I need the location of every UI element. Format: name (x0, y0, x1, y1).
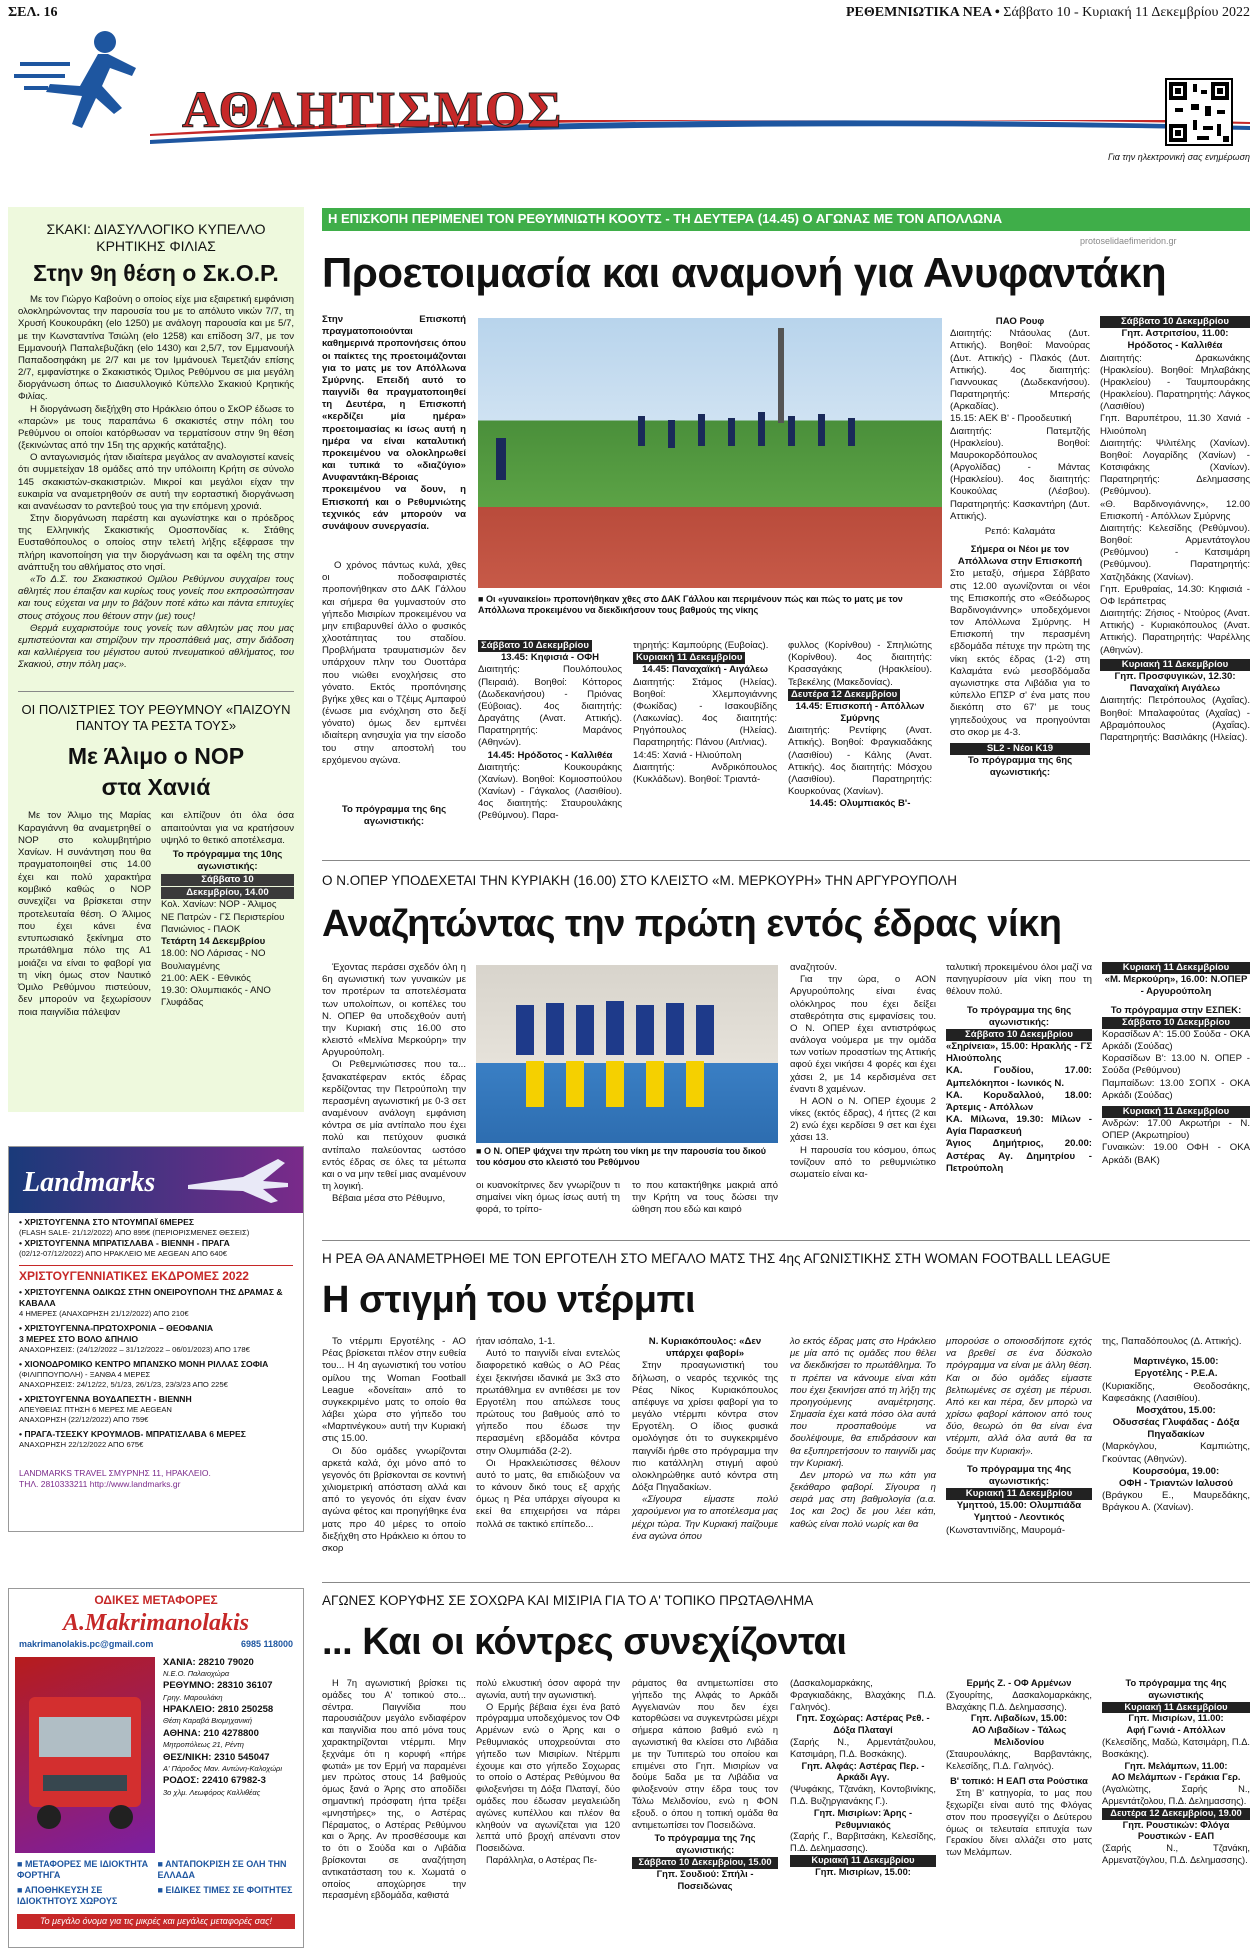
art1-col5 (950, 316, 1090, 779)
match-line: Γηπ. Μισιρίων: Άρης - Ρεθυμνιακός (813, 1807, 913, 1830)
subheading: Β' τοπικό: Η ΕΑΠ στα Ρούστικα (950, 1776, 1088, 1787)
art3-col5 (946, 1336, 1092, 1537)
ad2-service: ■ ΑΠΟΘΗΚΕΥΣΗ ΣΕ ΙΔΙΟΚΤΗΤΟΥΣ ΧΩΡΟΥΣ (17, 1884, 118, 1907)
date-bar: Σάββατο 10 Δεκεμβρίου (478, 640, 592, 652)
wp-title-1: Με Άλιμο ο ΝΟΡ (67, 742, 245, 769)
match-line: Κορασίδων Α': 15.00 Σούδα - ΟΚΑ Αρκάδι (Σούδας) (1102, 1028, 1250, 1053)
chess-article (8, 207, 304, 677)
ad-item: ΑΝΑΧΩΡΗΣΗ (22/12/2022) ΑΠΟ 759€ (19, 1414, 149, 1424)
subheading: Ν. Κυριακόπουλος: «Δεν υπάρχει φαβορί» (648, 1336, 762, 1360)
wp-col-2-text: και ελπίζουν ότι όλα όσα απαιτούνται για να κρατήσουν υψηλό το θετικό αποτέλεσμα. (161, 810, 294, 846)
match-line: Οδυσσέας Γλυφάδας - Δόξα Πηγαδακίων (1112, 1417, 1240, 1441)
chess-p4: Στην διοργάνωση παρέστη και αγωνίστηκε και ο πρόεδρος της Ελληνικής Σκακιστικής Ομοσπονδίας κ. Στάθης Ευσταθόπουλος ο οποίος στην τελετή λήξης εξέφρασε την πλήρη ικανοποίηση για την διοργάνωση και τα οφέλη της στην ανάπτυξη του αθλήματος στο νησί. (18, 513, 294, 573)
art4-col1: Η 7η αγωνιστική βρίσκει τις ομάδες του Α' τοπικού στο... σέντρα. Παιγνίδια που παρουσιάζουν μεγάλο ενδιαφέρον και παιγνίδια που από μόνα τους χαρακτηρίζονται ντέρμπι. Μην ξεχνάμε ότι η κορυφή «πήρε φωτιά» με τον Ερμή να παραμένει μεν πρώτος στους 14 βαθμούς όμως ξανά ο Άρης στο αποδίδει σημαντική πρόσφατη ήττα τρέξει «μνηστήρες» της, ο Αστέρας Πέραματος, ο Αστέρας Ρεθύμνου και ο Άρης. Αν προσθέσουμε και το ότι ο Σούδα και ο Λιβάδια βρίσκονται σε αναζήτηση αντικατάσταση του κ. Χωματά ο οποίος αποχώρησε την περασμένη εβδομάδα, καθιστά (322, 1678, 466, 1901)
art2-col3 (790, 962, 936, 1181)
ad-section-title: ΧΡΙΣΤΟΥΓΕΝΝΙΑΤΙΚΕΣ ΕΚΔΡΟΜΕΣ 2022 (19, 1265, 293, 1285)
plane-icon (183, 1155, 293, 1205)
ad2-cities (155, 1657, 303, 1853)
match-line: Γυναικών: 19.00 ΟΦΗ - ΟΚΑ Αρκάδι (ΒΑΚ) (1102, 1142, 1250, 1166)
wp-date-3: Τετάρτη 14 Δεκεμβρίου (161, 936, 266, 948)
league-bar: SL2 - Νέοι Κ19 (950, 743, 1090, 755)
officials-line: Διαιτητής: Ψιλιτέλης (Χανίων). Βοηθοί: Λογαρίδης (Χανίων) - Κοτσιφάκης (Χανίων). Παρατηρητής: Δελημασσης (Ρεθύμνου). (1100, 437, 1250, 498)
left-sidebar (8, 207, 304, 1112)
venue-line: Γηπ. Προσφυγικών, 12.30: (1114, 670, 1236, 682)
art3-p: ήταν ισόπαλο, 1-1. (476, 1336, 556, 1347)
match-line: Ανδρών: 17.00 Ακρωτήρι - Ν. ΟΠΕΡ (Ακρωτηρίου) (1102, 1118, 1250, 1142)
officials-line: (Δασκαλομαρκάκης, Φραγκιαδάκης, Βλαχάκης Π.Δ. Γαληνός). (790, 1678, 936, 1712)
venue-line: Γηπ. Μελάμπων, 11.00: (1124, 1760, 1228, 1771)
ad-line: (02/12-07/12/2022) ΑΠΟ ΗΡΑΚΛΕΙΟ ΜΕ AEGEAN ΑΠΟ 640€ (19, 1249, 227, 1259)
art3-quote: «Σίγουρα είμαστε πολύ χαρούμενοι για το αποτέλεσμα μας μέχρι τώρα. Την Κυριακή παίζουμε ένα αγώνα όπου (632, 1494, 778, 1542)
art2-p: Η παρουσία του κόσμου, όπως τονίζουν από το ρεθυμνιώτικο σωματείο είναι κα- (790, 1144, 936, 1180)
program-label: Το πρόγραμμα της 6ης αγωνιστικής: (967, 755, 1073, 779)
art3-kicker: Η ΡΕΑ ΘΑ ΑΝΑΜΕΤΡΗΘΕΙ ΜΕ ΤΟΝ ΕΡΓΟΤΕΛΗ ΣΤΟ ΜΕΓΑΛΟ ΜΑΤΣ ΤΗΣ 4ης ΑΓΩΝΙΣΤΙΚΗΣ ΣΤΗ WOMAN FOOTBALL LEAGUE (322, 1251, 1111, 1266)
match-line: ΚΑ. Μίλωνα, 19.30: Μίλων - Αγία Παρασκευή (946, 1114, 1092, 1138)
wp-date-1: Σάββατο 10 (161, 874, 294, 886)
date-bar: Κυριακή 11 Δεκεμβρίου (1102, 962, 1250, 974)
art3-p: Το ντέρμπι Εργοτέλης - ΑΟ Ρέας βρίσκεται πλέον στην ευθεία του... Η 4η αγωνιστική του νοτίου ομίλου της Woman Football League «δονείται» από το συγκεκριμένο ματς το οποίο θα λάβει χώρα στο γήπεδο του «Μαρτινέγκου» αυτή την Κυριακή στις 15.00. (322, 1336, 466, 1445)
match-line: 15.15: ΑΕΚ Β' - Προοδευτική (950, 413, 1072, 425)
ad2-email[interactable]: makrimanolakis.pc@gmail.com (19, 1639, 154, 1650)
date-bar: Κυριακή 11 Δεκεμβρίου (1102, 1106, 1250, 1118)
art2-col2b: το που κατακτήθηκε μακριά από την Κρήτη να τους δώσει την ώθηση που εδώ και καιρό (632, 1180, 778, 1216)
match-line: ΚΑ. Κορυδαλλού, 18.00: Άρτεμις - Απόλλων (946, 1089, 1092, 1113)
ad2-address: Ν.Ε.Ο. Παλαιοχώρα (163, 1668, 230, 1678)
art1-caption (478, 594, 942, 616)
officials-line: (Κυριακίδης, Θεοδοσάκης, Καφεσάκης (Λασιθίου). (1102, 1380, 1250, 1404)
art4-p: Ο Ερμής βέβαια έχει ένα βατό πρόγραμμα υποδεχόμενος τον ΟΦ Αρμένων ενώ ο Άρης και ο Ρεθυμνιακός υποχρεούνται στο γήπεδο των Μισιρίων. Ντέρμπι έχουμε και στο γήπεδο Σοχωρας το οποίο ο Αστέρας Ρεθύμνου θα φιλοξενήσει τη Δόξα Πλαταγί, δύο ομάδες που έδωσαν μεγαλειώδη αγώνες κυπέλλου και πλέον θα κληθούν να αγωνίζεται για 120 λεπτά υπό βροχή απέναντι στον Ποσειδώνα. (476, 1701, 620, 1854)
officials-line: Διαιτητής: Κελεσίδης (Ρεθύμνου). Βοηθοί: Αρμεντάτογλου (Ρεθύμνου) - Κατσιμάρη (Ρεθύμνου). Παρατηρητής: Χατζηδάκης (Χανίων). (1100, 522, 1250, 583)
officials-line: Διαιτητής: Στάμος (Ηλείας). Βοηθοί: Χλεμπογιάννης (Φωκίδας) - Ισακουβίδης (Λακωνίας). 4ος διαιτητής: Ρηγόπουλος (Ηλείας). Παρατηρητής: Πάνου (Αιτ/νιας). (633, 676, 777, 749)
ad-item: ΑΝΑΧΩΡΗΣΗ 22/12/2022 ΑΠΟ 675€ (19, 1440, 144, 1450)
match-line: Γηπ. Ερυθραίας, 14.30: Κηφισιά - ΟΦ Ιεράπετρας (1100, 583, 1250, 607)
match-line: Παμπαίδων: 13.00 ΣΟΠΧ - ΟΚΑ Αρκάδι (Σούδας) (1102, 1077, 1250, 1101)
subarticle-text: Στο μεταξύ, σήμερα Σάββατο στις 12.00 αγωνίζονται οι νέοι της Επισκοπής στο «Θεόδωρος Βαρδινογιάννης» υποδεχόμενοι τον Απόλλωνα Σμύρνης. Η Επισκοπή την περασμένη εβδομάδα πέτυχε την πρώτη της νίκη εκτός έδρας (1-2) στη Καλαμάτα ενώ μεσοβδόμαδα αγωνιστηκε στα Λιβάδια για το κύπελλο ΕΠΣΡ σ' ένα ματς που διεκόπη στο 67' με τους γηπεδούχους να προηγούνται στο σκορ με 4-3. (950, 568, 1090, 738)
ad2-address: Μητροπόλεως 21, Ρέντη (163, 1740, 244, 1749)
wp-match: Κολ. Χανίων: ΝΟΡ - Άλιμος (161, 899, 277, 911)
section-title: ΑΘΛΗΤΙΣΜΟΣ (182, 82, 564, 139)
officials-line: Διαιτητής: Ζήσιος - Ντούρος (Ανατ. Αττικής) - Κυριακόπουλος (Ανατ. Αττικής). Παρατηρητής: Ψαρέλλης (Αθηνών). (1100, 608, 1250, 656)
art2-p: ταλυτική προκειμένου όλοι μαζί να πανηγυρίσουν μία νίκη που τη θέλουν πολύ. (946, 962, 1092, 998)
chess-p3: Ο ανταγωνισμός ήταν ιδιαίτερα μεγάλος αν αναλογιστεί κανείς ότι συμμετείχαν 18 ομάδες από την υπόλοιπη Κρήτη σε σύνολο 145 σκακιστών-σκακιστριών. Μικροί και μεγάλοι είχαν την ευκαιρία να αναμετρηθούν σε αυτή την εορταστική διοργάνωση και ανανέωσαν το ραντεβού τους για την επόμενη χρονιά. (18, 452, 294, 512)
match-line: Άγιος Δημήτριος, 20.00: Αστέρας Αγ. Δημητρίου - Πετρούπολη (946, 1138, 1092, 1174)
qr-code[interactable] (1165, 78, 1233, 146)
officials-line: Διαιτητής: Πετρόπουλος (Αχαΐας). Βοηθοί: Μπαλαφούτας (Αχαΐας) - Αβραμόπουλος (Αχαΐας). Παρατηρητής: Βασιλάκης (Ηλείας). (1100, 695, 1250, 743)
caption-bullet: ■ (478, 594, 486, 604)
officials-line: της, Παπαδόπουλος (Δ. Αττικής). (1102, 1336, 1242, 1347)
chess-kicker: ΣΚΑΚΙ: ΔΙΑΣΥΛΛΟΓΙΚΟ ΚΥΠΕΛΛΟ ΚΡΗΤΙΚΗΣ ΦΙΛΙΑΣ (46, 221, 266, 254)
art2-p3: Βέβαια μέσα στο Ρέθυμνο, (332, 1193, 446, 1205)
match-line: ΑΟ Λιβαδίων - Τάλως Μελιδονίου (971, 1725, 1067, 1747)
art1-prog: Το πρόγραμμα της 6ης αγωνιστικής: (341, 804, 447, 828)
art1-kicker-bar: Η ΕΠΙΣΚΟΠΗ ΠΕΡΙΜΕΝΕΙ ΤΟΝ ΡΕΘΥΜΝΙΩΤΗ ΚΟΟΥΤΣ - ΤΗ ΔΕΥΤΕΡΑ (14.45) Ο ΑΓΩΝΑΣ ΜΕ ΤΟΝ ΑΠΟΛΛΩΝΑ (322, 208, 1250, 231)
officials-line: (Σταυρουλάκης, Βαρβαντάκης, Κελεσίδης, Π.Δ. Γαληνός). (946, 1748, 1092, 1771)
page-header (8, 4, 1250, 24)
match-line: 14.45: Ολυμπιακός Β'- (809, 798, 911, 810)
divider (322, 860, 1250, 861)
art1-col6 (1100, 316, 1250, 744)
match-line: «Θ. Βαρδινογιάννης», 12.00 Επισκοπή - Απόλλων Σμύρνης (1100, 498, 1250, 522)
program-label: Το πρόγραμμα της 4ης αγωνιστικής: (966, 1463, 1072, 1487)
paper-name: ΡΕΘΕΜΝΙΩΤΙΚΑ ΝΕΑ (845, 5, 992, 20)
program-label: Το πρόγραμμα της 7ης αγωνιστικής: (654, 1833, 756, 1856)
date-bar: Κυριακή 11 Δεκεμβρίου (946, 1488, 1092, 1500)
officials-line: (Ψυφάκης, Τζανάκη, Κοντοβινίκης, Π.Δ. Βυζηργιανάκης Γ.). (790, 1784, 936, 1806)
ad-item: ΑΠΕΥΘΕΙΑΣ ΠΤΗΣΗ 6 ΜΕΡΕΣ ΜΕ AEGEAN (19, 1405, 172, 1415)
wp-columns (18, 810, 294, 1019)
ad2-address: Α' Πάροδος Μαν. Αντώνη-Καλοχώρι (163, 1763, 282, 1773)
art4-p: ράματος θα αντιμετωπίσει στο γήπεδο της Αλφάς το Αρκάδι Αγγελιανών που δεν έχει κατορθώσει να συγκεντρώσει μέχρι σήμερα κάποιο βαθμό ενώ η αγωνιστική θα κλείσει στο Λιβάδια με την Τυπιτερώ του οποίου και επιμένει στο Γηπ. Μισιρίων να δούμε 5αδα με τα Λιβάδια να φιλοξενούν στην έδρα τους τον Τάλω Μελιδονίου, ενώ η ΦΟΝ εξουδ. ο όπου η τοπική ομάδα θα αντιμετωπίσει τον Ποσειδώνα. (632, 1678, 778, 1830)
match-line: Κορασίδων Β': 13.00 Ν. ΟΠΕΡ - Σούδα (Ρεθύμνου) (1102, 1053, 1250, 1077)
wp-match: ΝΕ Πατρών - ΓΣ Περιστερίου (161, 911, 285, 923)
ad-item: ΑΝΑΧΩΡΗΣΕΙΣ: 24/12/22, 5/1/23, 26/1/23, 23/3/23 ΑΠΟ 225€ (19, 1380, 228, 1390)
match-line: 13.45: Κηφισιά - ΟΦΗ (500, 652, 600, 664)
date-bar: Κυριακή 11 Δεκεμβρίου (633, 652, 745, 664)
wp-title-2: στα Χανιά (101, 773, 211, 800)
truck-image (15, 1657, 155, 1853)
team-silhouettes (476, 965, 778, 1143)
match-line: 14.45: Παναχαϊκή - Αιγάλεω (642, 664, 768, 676)
match-line: ΑΟ Μελάμπων - Γεράκια Γερ. (1111, 1772, 1241, 1783)
match-line: Παναχαϊκή Αιγάλεω (1129, 683, 1221, 695)
venue-line: Γηπ. Αστριτσίου, 11.00: (1121, 328, 1229, 340)
art4-p: πολύ ελκυστική όσον αφορά την αγωνία, αυτή την αγωνιστική. (476, 1678, 620, 1700)
ad2-city: ΗΡΑΚΛΕΙΟ: 2810 250258 (163, 1704, 274, 1716)
ad2-top: ΟΔΙΚΕΣ ΜΕΤΑΦΟΡΕΣ (94, 1593, 218, 1607)
art3-col2 (476, 1336, 620, 1531)
ad-item: 4 ΗΜΕΡΕΣ (ΑΝΑΧΩΡΗΣΗ 21/12/2022) ΑΠΟ 210€ (19, 1309, 189, 1318)
art3-col6 (1102, 1336, 1250, 1514)
officials-line: (Σαρής Γ., Βαρβιτσάκη, Κελεσίδης, Π.Δ. Δελημασσης). (790, 1831, 936, 1854)
ad-item: (ΦΙΛΙΠΠΟΥΠΟΛΗ) - ΞΑΝΘΑ 4 ΜΕΡΕΣ (19, 1370, 151, 1380)
ad2-service-label: ΑΝΤΑΠΟΚΡΙΣΗ ΣΕ ΟΛΗ ΤΗΝ ΕΛΛΑΔΑ (157, 1858, 287, 1881)
art3-quote: Δεν μπορώ να πω κάτι για ξεκάθαρο φαβορί. Σίγουρα η σειρά μας στη βαθμολογία (α.α. 1ος και 2ος) δε μου λέει κάτι, καθώς είναι πολύ νωρίς και θα (790, 1469, 936, 1530)
match-line: Γηπ. Βαρυπέτρου, 11.30 Χανιά - Ηλιούπολη (1100, 413, 1250, 437)
art1-p2: Ο χρόνος πάντως κυλά, χθες οι ποδοσφαιριστές προπονήθηκαν στο ΔΑΚ Γάλλου και σήμερα θα γυμναστούν στο γήπεδο Μισιρίων προκειμένου να μην επιβαρυνθεί άλλο ο φυσικός χλοοτάπητας του σταδίου. Προβλήματα τραυματισμών δεν υπάρχουν πλην του Ουοττάρα που νιώθει ενοχλήσεις στο γόνατο. Εκτός προπόνησης βγήκε χθες και ο Τζέιμς Αμπαφού (ένωσε μια ενόχληση στο δεξί γόνατο) όμως δεν εμπνέει ιδιαίτερη ανησυχία για την είσοδο του στην αποστολή του ερχόμενου αγώνα. (322, 560, 466, 766)
date-bar: Δευτέρα 12 Δεκεμβρίου (788, 689, 900, 701)
match-line: 14:45: Χανιά - Ηλιούπολη (633, 749, 742, 761)
training-photo (478, 318, 942, 588)
ad2-city: ΘΕΣ/ΝΙΚΗ: 2310 545047 (163, 1751, 270, 1763)
date-bar: Δευτέρα 12 Δεκεμβρίου, 19.00 (1102, 1808, 1250, 1820)
wp-date-2: Δεκεμβρίου, 14.00 (161, 887, 294, 899)
venue-line: Γηπ. Λιβαδίων, 15.00: (970, 1713, 1068, 1724)
art2-kicker: Ο Ν.ΟΠΕΡ ΥΠΟΔΕΧΕΤΑΙ ΤΗΝ ΚΥΡΙΑΚΗ (16.00) ΣΤΟ ΚΛΕΙΣΤΟ «Μ. ΜΕΡΚΟΥΡΗ» ΤΗΝ ΑΡΓΥΡΟΥΠΟΛΗ (322, 873, 958, 888)
truck-icon (15, 1657, 155, 1853)
makrimanolakis-ad[interactable] (8, 1588, 304, 1948)
art2-p1: Έχοντας περάσει σχεδόν όλη η 6η αγωνιστική των γυναικών με τον προτέρων τα αποτελέσματα των υπολοίπων, οι κοπέλες του Ν. ΟΠΕΡ θα υποδεχθούν αυτή την Κυριακή στις 16.00 στο κλειστό «Μελίνα Μερκούρη» την Αργυρούπολη. (322, 962, 466, 1059)
ad2-service: ■ ΑΝΤΑΠΟΚΡΙΣΗ ΣΕ ΟΛΗ ΤΗΝ ΕΛΛΑΔΑ (157, 1858, 287, 1881)
match-line: 14.45: Επισκοπή - Απόλλων Σμύρνης (795, 700, 925, 725)
art2-col4 (946, 962, 1092, 1175)
art3-p: Οι Ηρακλειώτισσες θέλουν αυτό το ματς, θα επιδιώξουν να το κάνουν δικό τους εξ αρχής όμως η Ρέα υπάρχει σίγουρα κι εκεί θα επιχειρήσει να πάρει πολλά σε τακτικό επίπεδο... (476, 1457, 620, 1530)
match-line: Ηρόδοτος - Καλλιθέα (1127, 340, 1223, 352)
ad2-slogan: Το μεγάλο όνομα για τις μικρές και μεγάλες μεταφορές σας! (17, 1914, 295, 1930)
date-bar: Κυριακή 11 Δεκεμβρίου (790, 1855, 936, 1867)
officials-line: (Κωνσταντινίδης, Μαυρομά- (946, 1524, 1066, 1536)
ad2-city: ΑΘΗΝΑ: 210 4278800 (163, 1727, 259, 1739)
art2-caption (476, 1146, 778, 1168)
ad2-service-label: ΑΠΟΘΗΚΕΥΣΗ ΣΕ ΙΔΙΟΚΤΗΤΟΥΣ ΧΩΡΟΥΣ (17, 1884, 118, 1907)
ad-footer: LANDMARKS TRAVEL ΣΜΥΡΝΗΣ 11, ΗΡΑΚΛΕΙΟ. (19, 1467, 211, 1478)
wp-kicker: ΟΙ ΠΟΛΙΣΤΡΙΕΣ ΤΟΥ ΡΕΘΥΜΝΟΥ «ΠΑΙΖΟΥΝ ΠΑΝΤΟΥ ΤΑ ΡΕΣΤΑ ΤΟΥΣ» (21, 702, 291, 733)
art1-source: protoselidaefimeridon.gr (1080, 236, 1177, 246)
officials-line: (Κελεσίδης, Μαδώ, Κατσιμάρη, Π.Δ. Βοσκάκης). (1102, 1736, 1251, 1759)
subheading: Σήμερα οι Νέοι με τον Απόλλωνα στην Επισκοπή (957, 544, 1083, 568)
ad2-phone: 6985 118000 (240, 1639, 293, 1650)
program-label: Το πρόγραμμα της 4ης αγωνιστικής (1125, 1678, 1227, 1700)
officials-line: (Βράγκου Ε., Μαυρεδάκης, Βράγκου Α. (Χανίων). (1102, 1490, 1250, 1514)
ad-item: • ΠΡΑΓΑ-ΤΣΕΣΚΥ ΚΡΟΥΜΛΟΒ- ΜΠΡΑΤΙΣΛΑΒΑ 6 ΜΕΡΕΣ (19, 1428, 246, 1439)
art4-col4 (790, 1678, 936, 1879)
ad2-contact (9, 1639, 303, 1651)
chess-p5: «Το Δ.Σ. του Σκακιστικού Ομίλου Ρεθύμνου συγχαίρει τους αθλητές που έπαιξαν και κυρίως τους γονείς που εκπροσώπησαν και τους εύχεται να μην το βάζουν ποτέ κάτω και πάντα επιτυχίες στους στόχους που θέτουν στην (με) τους! (18, 573, 294, 622)
art1-title: Προετοιμασία και αναμονή για Ανυφαντάκη (322, 249, 1167, 296)
officials-line: (Αγαλιώτης, Σαρής Ν., Αρμεντάτζολου, Π.Δ. Δελημασσης). (1102, 1784, 1250, 1806)
chess-p6: Θερμά ευχαριστούμε τους γονείς των αθλητών μας που μας εμπιστεύονται και στηρίζουν την προσπάθειά μας, στην διάδοση και καλλιέργεια του μέγιστου αυτού πνευματικού αθλήματος, του Σκακιού, στην πόλη μας». (18, 622, 294, 671)
art4-p: Στη Β' κατηγορία, το μας που ξεχωρίζει είναι αυτό της Φλόγας στον που προσεγγίζει ο Δεύτερου όμως οι τελευταία επιτυχία των Γερακίου δίνει αλλάζει στο ματς των Μελάμπων. (946, 1788, 1092, 1858)
venue-line: Μαρτινέγκο, 15.00: (1133, 1356, 1219, 1368)
ad2-city: ΧΑΝΙΑ: 28210 79020 (163, 1656, 254, 1668)
art1-col4 (788, 640, 932, 810)
officials-line: Διαιτητής: Ντάουλας (Δυτ. Αττικής). Βοηθοί: Μανούρας (Δυτ. Αττικής) - Πλακός (Δυτ. Αττικής). 4ος διαιτητής: Γιαννουκας (Δωδεκανήσου). Παρατηρητής: Μπερσής (Αρκαδίας). (950, 328, 1090, 413)
art3-quote: μπορούσε ο οποιοσδήποτε εχτός να βρεθεί σε ένα δύσκολο πρόγραμμα να είναι με άλλη θέση. Και οι δύο ομάδες είμαστε βελτιωμένες σε σχέση με πέρυσι. Από κει και πέρα, δεν μπορώ να χρίσω φαβορί κάποιον από τους δύο, θεωρώ ότι θα είναι ένα ντέρμπι, αλλά όλα αυτά θα τα δούμε την Κυριακή». (946, 1336, 1092, 1457)
date-bar: Σάββατο 10 Δεκεμβρίου (1102, 1017, 1250, 1029)
landmarks-ad[interactable] (8, 1146, 304, 1532)
art2-col5 (1102, 962, 1250, 1167)
art2-title: Αναζητώντας την πρώτη εντός έδρας νίκη (322, 903, 1062, 945)
ad2-logo: A.Makrimanolakis (62, 1610, 250, 1637)
page-number: ΣΕΛ. 16 (8, 5, 58, 20)
ad-banner (9, 1147, 303, 1213)
chess-title: Στην 9η θέση ο Σκ.Ο.Ρ. (33, 259, 279, 286)
officials-line: Διαιτητής: Ανδρικόπουλος (Κυκλάδων). Βοηθοί: Τριαντά- (633, 761, 777, 785)
venue-line: Κουρσούμα, 19.00: (1132, 1465, 1220, 1477)
match-line: ΚΑ. Γουδίου, 17.00: Αμπελόκηποι - Ιωνικός Ν. (946, 1065, 1092, 1089)
chess-p1: Με τον Γιώργο Καβούνη ο οποίος είχε μια εξαιρετική εμφάνιση ολοκληρώνοντας την παρουσία του με το απόλυτο νικών 7/7, τη Χρυσή Κουκουράκη (elo 1250) με ανάλογη παρουσία και με 5/7, με την Κωνσταντίνα Τσιώλη (elo 1258) και επίδοση 3/7, με τον Εμμανουήλ Παπαλεβυζάκη (elo 1430) και 2,5/7, τον Εμμανουήλ Παπαδοσηφάκη με 2/7 και με τον Ιμμάνουελ Τεμετζιάν επίσης 2/7, εμφανίστηκε ο Σκακιστικός Όμιλος Ρεθύμνου σε μια μεγάλη διοργάνωση όπως το Διασυλλογικό Κύπελλο Σκακιού Κρητικής Φιλίας. (18, 294, 294, 403)
officials-line: Διαιτητής: Πατεμτζής (Ηρακλείου). Βοηθοί: Μαυροκορδόπουλος (Αργολίδας) - Μάντας (Ηρακλείου). 4ος διαιτητής: Κουκούλας (Λέσβου). Παρατηρητής: Κασκαντήρη (Δυτ. Αττικής). (950, 425, 1090, 522)
art3-p: Στην προαγωνιστική του δήλωση, ο νεαρός τεχνικός της Ρέας Νίκος Κυριακόπουλος απέφυγε να χρίσει φαβορί για το μεγάλο ντέρμπι κόντρα στον Εργοτέλη. Ο ίδιος φυσικά ομολόγησε ότι το συγκεκριμένο παιγνίδι ήρθε στο πρόγραμμα την πιο κατάλληλη στιγμή αφού ολοκληρώθηκε αυτό κόντρα στη Δόξα Πηγαδακίων. (632, 1360, 778, 1494)
art2-col1 (322, 962, 466, 1205)
wp-col-2 (161, 810, 294, 1019)
art3-col4 (790, 1336, 936, 1531)
issue-line: ΡΕΘΕΜΝΙΩΤΙΚΑ ΝΕΑ • Σάββατο 10 - Κυριακή 11 Δεκεμβρίου 2022 (845, 5, 1250, 20)
art3-p: Οι δύο ομάδες γνωρίζονται αρκετά καλά, όχι μόνο από το γεγονός ότι βρίσκονται σε κοντινή χιλιομετρική απόσταση αλλά και από το γεγονός ότι είχαν έναν αγώνα φέτος και προηγήθηκε ένα ματς προ 40 μέρες το οποίο διεξήχθη στο Ηράκλειο κι όπου το σκορ (322, 1445, 466, 1554)
date-bar: Σάββατο 10 Δεκεμβρίου, 15.00 (632, 1857, 778, 1869)
match-line: Εργοτέλης - Ρ.Ε.Α. (1134, 1368, 1218, 1380)
art3-p: Αυτό το παιγνίδι είναι εντελώς διαφορετικό καθώς ο ΑΟ Ρέας έχει ξεκινήσει ιδανικά με 3x3 στο πρωτάθλημα εν αντιθέσει με τον Εργοτέλη που απώλεσε τους πρώτους του βαθμούς από το γήπεδο που έδωσε την περασμένη εβδομάδα κόντρα στην Ολυμπιάδα (2-2). (476, 1348, 620, 1457)
venue-line: Γηπ. Μισιρίων, 11.00: (1128, 1713, 1224, 1724)
date-bar: Σάββατο 10 Δεκεμβρίου (1100, 316, 1250, 328)
ad2-city: ΡΕΘΥΜΝΟ: 28310 36107 (163, 1680, 273, 1692)
volleyball-team-photo (476, 965, 778, 1143)
art2-col2: οι κυανοκίτρινες δεν γνωρίζουν τι σημαίνει νίκη όμως ίσως αυτή τη φορά, το τρίπο- (476, 1180, 620, 1216)
date-bar: Σάββατο 10 Δεκεμβρίου (946, 1029, 1092, 1041)
art4-title: ... Και οι κόντρες συνεχίζονται (322, 1621, 847, 1663)
officials-line: (Σγουρίτης, Δασκαλομαρκάκης, Βλαχάκης Π.Δ. Δελημασσης). (946, 1689, 1092, 1712)
art1-col3 (633, 640, 777, 786)
ad-item: • ΧΡΙΣΤΟΥΓΕΝΝΑ ΟΔΙΚΩΣ ΣΤΗΝ ΟΝΕΙΡΟΥΠΟΛΗ ΤΗΣ ΔΡΑΜΑΣ & ΚΑΒΑΛΑ (19, 1286, 283, 1308)
art2-p: Για την ώρα, ο ΑΟΝ Αργυρούπολης είναι ένας ολόκληρος που έχει δείξει σταθερότητα στις εμφανίσεις του. Ο Ν. ΟΠΕΡ έχει αντιστρόφως ανάλογα νούμερα με την ομάδα των νοτίων προαστίων της Αττικής αφού έχει νικήσει 4 φορές και έχει χάσει 2, με 14 κερδισμένα σετ έναντι 8 χαμένων. (790, 974, 936, 1095)
match-line: ΟΦΗ - Τριαντών Ιαλυσού (1119, 1477, 1233, 1489)
ad-item: ΑΝΑΧΩΡΗΣΕΙΣ: (24/12/2022 – 31/12/2022 – 06/01/2023) ΑΠΟ 178€ (19, 1345, 250, 1355)
art4-kicker: ΑΓΩΝΕΣ ΚΟΡΥΦΗΣ ΣΕ ΣΟΧΩΡΑ ΚΑΙ ΜΙΣΙΡΙΑ ΓΙΑ ΤΟ Α' ΤΟΠΙΚΟ ΠΡΩΤΑΘΛΗΜΑ (322, 1593, 814, 1608)
officials-line: (Σαρής Ν., Τζανάκη, Αρμενατζόγλου, Π.Δ. Δελημασσης). (1102, 1843, 1250, 1865)
wp-sched-title: Το πρόγραμμα της 10ης αγωνιστικής: (172, 849, 283, 873)
wp-match: 21.00: ΑΕΚ - Εθνικός (161, 972, 251, 984)
ad-line: • ΧΡΙΣΤΟΥΓΕΝΝΑ ΜΠΡΑΤΙΣΛΑΒΑ - ΒΙΕΝΝΗ - ΠΡΑΓΑ (19, 1238, 230, 1249)
ad2-city: ΡΟΔΟΣ: 22410 67982-3 (163, 1775, 266, 1787)
ad-line: • ΧΡΙΣΤΟΥΓΕΝΝΑ ΣΤΟ ΝΤΟΥΜΠΑΪ 6ΜΕΡΕΣ (19, 1217, 195, 1227)
ad2-address: Θέση Καραβά Βιομηχανική (163, 1716, 252, 1726)
ad-body (9, 1213, 303, 1494)
match-line: Αφή Γωνιά - Απόλλων (1126, 1725, 1226, 1736)
art4-col6 (1102, 1678, 1250, 1867)
match-line: Υμηττού, 15.00: Ολυμπιάδα Υμηττού - Λεοντικός (956, 1500, 1082, 1524)
officials-line: (Μαρκόγλου, Καμπιώτης, Γκούντας (Αθηνών). (1102, 1441, 1250, 1465)
chess-p2: Η διοργάνωση διεξήχθη στο Ηράκλειο όπου ο ΣκΟΡ έδωσε το «παρών» με τους παραπάνω 6 σκακιστές στην πόλη του Ρεθύμνου οι οποίοι κατόρθωσαν να τερματίσουν στην 9η θέση (ξεκινώντας από την 15η της αρχικής κατάταξης). (18, 403, 294, 452)
art2-p: Η ΑΟΝ ο Ν. ΟΠΕΡ έχουμε 2 νίκες (εκτός έδρας), 4 ήττες (2 και 2) ενώ έχει κερδίσει 9 σετ και έχει χάσει 13. (790, 1095, 936, 1144)
bye-line: Ρεπό: Καλαμάτα (984, 525, 1056, 537)
venue-line: Μοσχάτου, 15.00: (1136, 1404, 1216, 1416)
art3-quote: λο εκτός έδρας ματς στο Ηράκλειο με μία από τις ομάδες που θέλει να διεκδικήσει το πρωτάθλημα. Το τι πρέπει να κάνουμε είναι κάτι που έχει ξεκινήσει από τη λήξη της προηγούμενης αναμέτρησης. Σημασία έχει κατά πόσο όλα αυτά που προσπαθούμε να δουλέψουμε, θα επιδράσουν και θα εξυπηρετήσουν το παιγνίδι μας την Κυριακή. (790, 1336, 936, 1469)
ad2-address: Γρηγ. Μαρουλάκη (163, 1692, 223, 1702)
divider (322, 1582, 1250, 1583)
landmarks-logo: Landmarks (23, 1167, 156, 1198)
match-line: Ερμής Ζ. - ΟΦ Αρμένων (966, 1678, 1072, 1688)
match-line: Γηπ. Σοχώρας: Αστέρας Ρεθ. - Δόξα Πλαταγί (796, 1713, 930, 1736)
art2-p: αναζητούν. (790, 962, 837, 973)
officials-line: τηρητής: Καμπούρης (Ευβοίας). (633, 640, 769, 651)
venue-line: Γηπ. Μισιρίων, 15.00: (815, 1866, 911, 1877)
ad2-services (9, 1853, 303, 1908)
match-line: «Σηρίνεια», 15.00: Ηρακλής - ΓΣ Ηλιούπολης (946, 1041, 1092, 1065)
program-label: Το πρόγραμμα στην ΕΣΠΕΚ: (1110, 1004, 1242, 1016)
ad2-address: 3ο χλμ. Λεωφόρος Καλλιθέας (163, 1787, 261, 1797)
ad-line: (FLASH SALE- 21/12/2022) ΑΠΟ 895€ (ΠΕΡΙΟΡΙΣΜΕΝΕΣ ΘΕΣΕΙΣ) (19, 1228, 250, 1238)
art2-p2: Οι Ρεθεμνιώτισσες που τα... ξανακατέφεραν εκτός έδρας κερδίζοντας την Πετρούπολη την περασμένη αγωνιστική με 0-3 σετ αναμένουν ανάλογη εμφάνιση κόντρα σε μία αντίπαλο που έχει πολύ και πετύχουν φυσικά αντίπαλο παλεύοντας ωστόσο εντός έδρας σε όλες τα μέτωπα και ο να μην τεθεί μιας αναμένουν τη λογική. (322, 1059, 466, 1193)
art4-p: Παράλληλα, ο Αστέρας Πε- (486, 1854, 597, 1865)
art1-col2 (478, 640, 622, 823)
wp-match: 19.30: Ολυμπιακός - ΑΝΟ Γλυφάδας (161, 985, 271, 1009)
art3-col3 (632, 1336, 778, 1543)
ad2-body (9, 1657, 303, 1853)
match-line: 14.45: Ηρόδοτος - Καλλιθέα (487, 749, 613, 761)
players-silhouettes (478, 318, 942, 588)
ad-item: • ΧΙΟΝΟΔΡΟΜΙΚΟ ΚΕΝΤΡΟ ΜΠΑΝΣΚΟ ΜΟΝΗ ΡΙΛΛΑΣ ΣΟΦΙΑ (19, 1359, 269, 1370)
art3-col1 (322, 1336, 466, 1555)
officials-line: φυλλος (Κορίνθου) - Σπηλιώτης (Κορίνθου). 4ος διαιτητής: Κρασαγάκης (Ηρακλείου). Τεβεκέλης (Μακεδονίας). (788, 640, 932, 688)
ad2-service: ■ ΕΙΔΙΚΕΣ ΤΙΜΕΣ ΣΕ ΦΟΙΤΗΤΕΣ (157, 1884, 293, 1895)
art1-lead: Στην Επισκοπή πραγματοποιούνται καθημερινά προπονήσεις όπου οι παίκτες της προετοιμάζονται για το ματς με τον Απόλλωνα Σμύρνης. Επειδή αυτό το παιγνίδι θα πραγματοποιηθεί τη Δευτέρα, η Επισκοπή «κερδίζει μία ημέρα» προετοιμασίας κι ίσως αυτή η ημέρα να είναι καταλυτική προκειμένου να ολοκληρωθεί και τυπικά το «διαζύγιο» Ανυφαντάκη-Βέροιας προκειμένου να δουν, η Επισκοπή και ο Ρεθυμνιώτης τεχνικός εάν μπορούν να συνάψουν συνεργασία. (322, 314, 466, 532)
ad-footer-link[interactable]: ΤΗΛ. 2810333211 http://www.landmarks.gr (19, 1478, 181, 1489)
divider (322, 1240, 1250, 1241)
match-line: ΠΑΟ Ρουφ (995, 316, 1045, 327)
art4-col2 (476, 1678, 620, 1867)
match-line: Γηπ. Σουδιού: Σπήλι - Ποσειδώνας (656, 1868, 754, 1891)
program-label: Το πρόγραμμα της 6ης αγωνιστικής: (966, 1004, 1072, 1028)
art4-col3 (632, 1678, 778, 1892)
match-line: Γηπ. Αλφάς: Αστέρας Περ. - Αρκάδι Αγγ. (801, 1760, 925, 1783)
qr-caption: Για την ηλεκτρονική σας ενημέρωση (1108, 152, 1250, 162)
art1-caption-text: Οι «γυναικείοι» προπονήθηκαν χθες στο ΔΑΚ Γάλλου και περιμένουν πώς και πώς το ματς με τον Απόλλωνα προκειμένου να διεκδικήσουν τους βαθμούς της νίκης (478, 594, 903, 615)
art3-title: Η στιγμή του ντέρμπι (322, 1279, 696, 1321)
ad2-service-label: ΕΙΔΙΚΕΣ ΤΙΜΕΣ ΣΕ ΦΟΙΤΗΤΕΣ (165, 1884, 293, 1895)
officials-line: (Σαρής Ν., Αρμεντάτζουλου, Κατσιμάρη, Π.Δ. Βοσκάκης). (790, 1736, 936, 1759)
date-bar: Κυριακή 11 Δεκεμβρίου (1100, 659, 1250, 671)
ad-item: • ΧΡΙΣΤΟΥΓΕΝΝΑ-ΠΡΩΤΟΧΡΟΝΙΑ – ΘΕΟΦΑΝΙΑ (19, 1322, 214, 1333)
art2-caption-text: Ο Ν. ΟΠΕΡ ψάχνει την πρώτη του νίκη με την παρουσία του δικού του κόσμου στο κλειστό του Ρεθύμνου (476, 1146, 766, 1167)
officials-line: Διαιτητής: Κουκουράκης (Χανίων). Βοηθοί: Κομιοσπούλου (Χανίων) - Γάγκαλος (Λασιθίου). 4ος διαιτητής: Σταυρουλάκης (Ρεθύμνου). Παρα- (478, 761, 622, 822)
ad-item: 3 ΜΕΡΕΣ ΣΤΟ ΒΟΛΟ &ΠΗΛΙΟ (19, 1334, 139, 1345)
caption-bullet: ■ (476, 1146, 484, 1156)
match-line: Γηπ. Ρουστικών: Φλόγα Ρουστικών - ΕΑΠ (1122, 1819, 1230, 1842)
match-line: «Μ. Μερκούρη», 16.00: Ν.ΟΠΕΡ - Αργυρούπολη (1104, 974, 1248, 998)
officials-line: Διαιτητής: Ρεντίφης (Ανατ. Αττικής). Βοηθοί: Φραγκιαδάκης (Λασιθίου) - Κάλης (Ανατ. Αττικής). 4ος διαιτητής: Μόσχου (Λασιθίου). Παρατηρητής: Κουρκούνας (Χανίων). (788, 725, 932, 798)
date-bar: Κυριακή 11 Δεκεμβρίου (1102, 1702, 1250, 1714)
runner-icon (10, 24, 160, 134)
wp-col-1: Με τον Άλιμο της Μαρίας Καραγιάννη θα αναμετρηθεί ο ΝΟΡ στο κολυμβητήριο Χανίων. Η συνάντηση που θα πραγματοποιηθεί στις 14.00 έχει και πολύ χαρακτήρα κομβικό καθώς ο ΝΟΡ συνεχίζει να βρίσκεται στην προτελευταία θέση. Ο Άλιμος που έχει κάνει ένα εντυπωσιακό ξεκίνημα στο πρωτάθλημα πόλο της Α1 μοιάζει να είναι το φαβορί για τη νίκη όμως στον Ναυτικό Όμιλο Ρεθύμνου πιστεύουν, δεν μπορούν να ξεχωρίσουν ποια παιγνίδια πάλεψαν (18, 810, 151, 1018)
officials-line: Διαιτητής: Δρακωνάκης (Ηρακλείου). Βοηθοί: Μηλαβάκης (Ηρακλείου) - Ταυμπουράκης (Ηρακλείου). Παρατηρητής: Λάγκος (Λασιθίου) (1100, 352, 1250, 413)
issue-date: Σάββατο 10 - Κυριακή 11 Δεκεμβρίου 2022 (1003, 5, 1250, 20)
officials-line: Διαιτητής: Πουλόπουλος (Πειραιά). Βοηθοί: Κόττορος (Δωδεκανήσου) - Πριόνας (Εύβοιας). 4ος διαιτητής: Δραγάτης (Ανατ. Αττικής). Παρατηρητής: Μαράνος (Αθηνών). (478, 664, 622, 749)
wp-match: 18.00: ΝΟ Λάρισας - ΝΟ Βουλιαγμένης (161, 948, 266, 972)
ad2-service: ■ ΜΕΤΑΦΟΡΕΣ ΜΕ ΙΔΙΟΚΤΗΤΑ ΦΟΡΤΗΓΑ (17, 1858, 149, 1881)
water-polo-article (18, 691, 294, 1019)
ad2-service-label: ΜΕΤΑΦΟΡΕΣ ΜΕ ΙΔΙΟΚΤΗΤΑ ΦΟΡΤΗΓΑ (17, 1858, 149, 1881)
wp-match: Πανιώνιος - ΠΑΟΚ (161, 923, 241, 935)
ad-item: • ΧΡΙΣΤΟΥΓΕΝΝΑ ΒΟΥΔΑΠΕΣΤΗ - ΒΙΕΝΝΗ (19, 1393, 192, 1404)
art4-col5 (946, 1678, 1092, 1859)
